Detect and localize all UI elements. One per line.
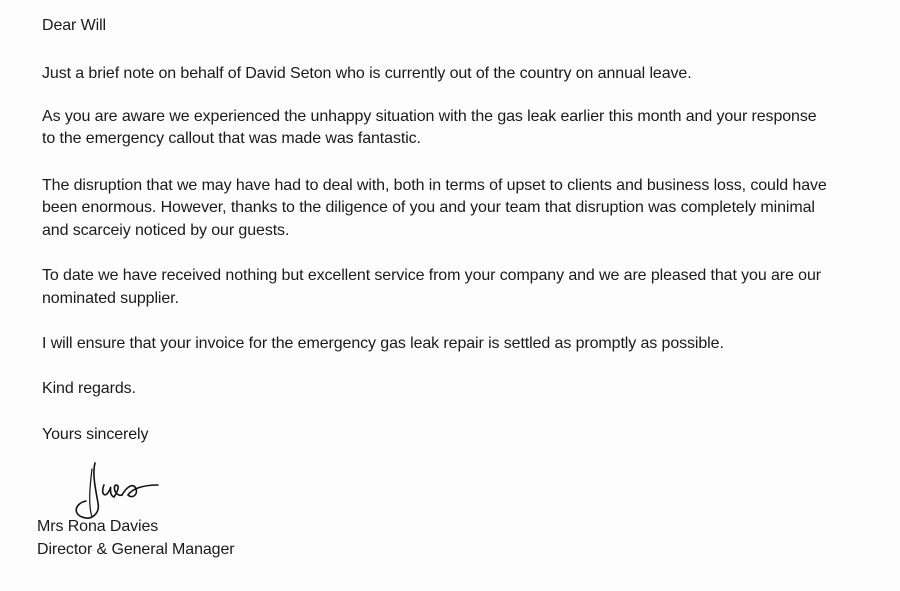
sign-off: Yours sincerely (42, 426, 149, 443)
paragraph-line: As you are aware we experienced the unhappy situation with the gas leak earlier this month and your response (42, 108, 817, 125)
paragraph-line: nominated supplier. (42, 290, 179, 307)
salutation: Dear Will (42, 17, 106, 34)
signatory-title: Director & General Manager (37, 541, 235, 558)
paragraph-line: Just a brief note on behalf of David Seton who is currently out of the country on annual leave. (42, 65, 692, 82)
paragraph-line: To date we have received nothing but excellent service from your company and we are pleased that you are our (42, 267, 821, 284)
paragraph-line: The disruption that we may have had to deal with, both in terms of upset to clients and business loss, could have (42, 177, 827, 194)
closing: Kind regards. (42, 380, 136, 397)
paragraph-line: I will ensure that your invoice for the emergency gas leak repair is settled as promptly as possible. (42, 335, 724, 352)
signatory-name: Mrs Rona Davies (37, 518, 159, 535)
paragraph-line: to the emergency callout that was made was fantastic. (42, 130, 421, 147)
paragraph-line: been enormous. However, thanks to the diligence of you and your team that disruption was completely minimal (42, 199, 815, 216)
paragraph-line: and scarceiy noticed by our guests. (42, 222, 290, 239)
